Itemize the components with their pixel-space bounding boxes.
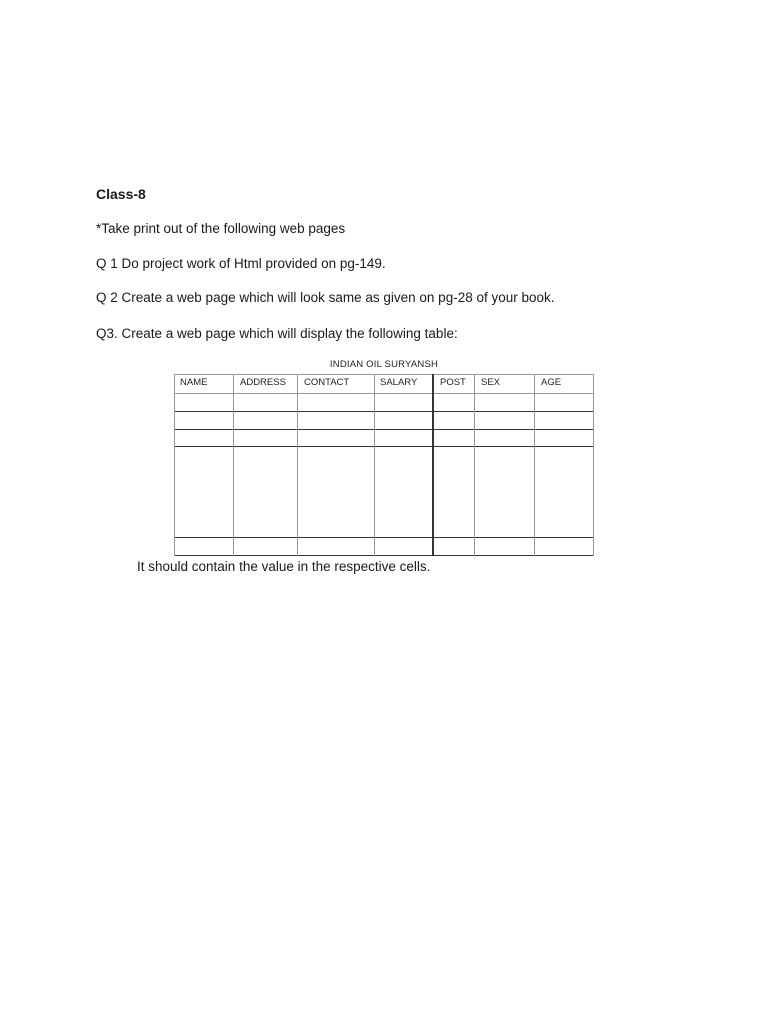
table-rule bbox=[174, 446, 594, 447]
table-rule bbox=[432, 374, 434, 556]
header-age: AGE bbox=[541, 377, 562, 388]
table-rule bbox=[174, 555, 594, 556]
table-rule bbox=[297, 374, 298, 556]
table-rule bbox=[474, 374, 475, 556]
sample-table bbox=[174, 374, 594, 556]
table-title: INDIAN OIL SURYANSH bbox=[329, 359, 439, 370]
instruction-text: *Take print out of the following web pages bbox=[96, 221, 346, 236]
table-rule bbox=[374, 374, 375, 556]
table-rule bbox=[174, 429, 594, 430]
header-post: POST bbox=[440, 377, 466, 388]
table-rule bbox=[174, 374, 594, 375]
class-label: Class-8 bbox=[96, 186, 146, 202]
question-1: Q 1 Do project work of Html provided on pg-149. bbox=[96, 256, 386, 271]
question-3: Q3. Create a web page which will display the following table: bbox=[96, 326, 458, 341]
table-rule bbox=[534, 374, 535, 556]
header-name: NAME bbox=[180, 377, 208, 388]
footer-note: It should contain the value in the respective cells. bbox=[137, 559, 431, 574]
table-rule bbox=[174, 393, 594, 394]
header-address: ADDRESS bbox=[240, 377, 286, 388]
header-sex: SEX bbox=[481, 377, 501, 388]
table-rule bbox=[174, 537, 594, 538]
header-contact: CONTACT bbox=[304, 377, 350, 388]
table-rule bbox=[593, 374, 594, 556]
table-rule bbox=[174, 374, 175, 556]
table-rule bbox=[233, 374, 234, 556]
question-2: Q 2 Create a web page which will look same as given on pg-28 of your book. bbox=[96, 290, 555, 305]
header-salary: SALARY bbox=[380, 377, 418, 388]
table-rule bbox=[174, 411, 594, 412]
